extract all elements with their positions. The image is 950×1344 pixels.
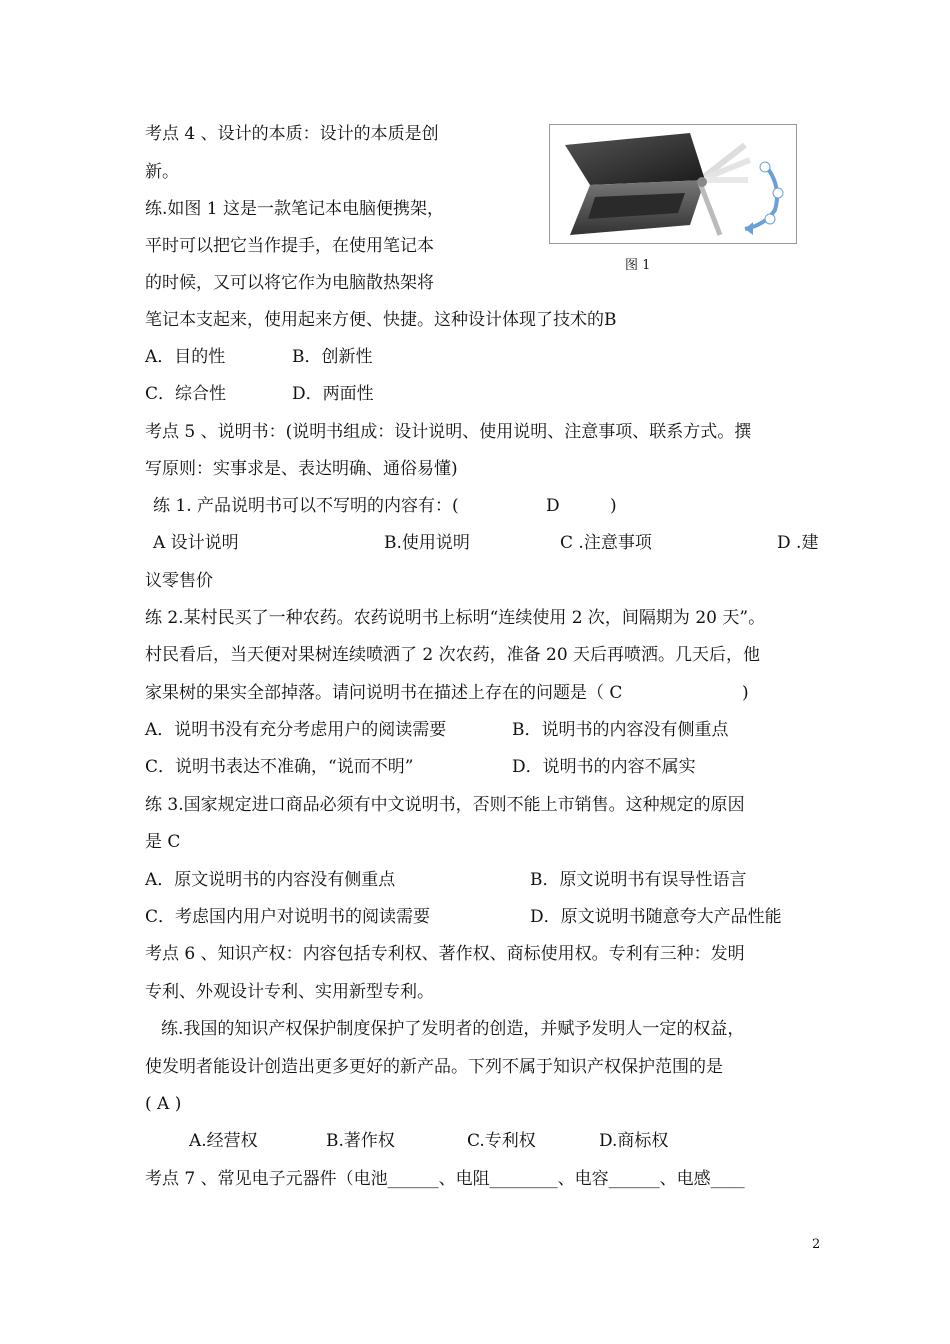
figure-caption: 图 1: [625, 258, 651, 273]
k5-q1: 练 1. 产品说明书可以不写明的内容有：(: [153, 496, 459, 516]
k5-q1-close: ): [610, 496, 617, 516]
k6-option-d: D.商标权: [599, 1131, 669, 1151]
k7-line1: 考点 7 、常见电子元器件（电池______、电阻________、电容______、电感____: [145, 1169, 745, 1189]
k6-line1: 考点 6 、知识产权：内容包括专利权、著作权、商标使用权。专利有三种：发明: [145, 944, 745, 964]
k5-q3-line2: 是 C: [145, 832, 181, 852]
k5-line2: 写原则：实事求是、表达明确、通俗易懂): [145, 459, 458, 479]
k6-option-c: C.专利权: [467, 1131, 536, 1151]
k4-option-d: D．两面性: [292, 384, 374, 404]
k5-q2-option-b: B．说明书的内容没有侧重点: [512, 720, 729, 740]
k5-q2-close: ): [742, 683, 749, 703]
k4-option-a: A．目的性: [145, 347, 226, 367]
k4-line2: 新。: [145, 162, 179, 182]
k6-question-line1: 练.我国的知识产权保护制度保护了发明者的创造，并赋予发明人一定的权益，: [161, 1019, 745, 1039]
k4-question-line1: 练.如图 1 这是一款笔记本电脑便携架，: [145, 199, 445, 219]
k4-question-line2: 平时可以把它当作提手，在使用笔记本: [145, 236, 434, 256]
k5-q2-option-d: D．说明书的内容不属实: [512, 757, 696, 777]
k5-q2-option-c: C．说明书表达不准确，“说而不明”: [145, 757, 414, 777]
k6-line2: 专利、外观设计专利、实用新型专利。: [145, 982, 434, 1002]
k6-option-b: B.著作权: [326, 1131, 395, 1151]
k5-q1-option-d: D .建: [777, 533, 819, 553]
k5-q3-option-b: B．原文说明书有误导性语言: [530, 870, 747, 890]
k5-q1-option-c: C .注意事项: [560, 533, 652, 553]
laptop-stand-illustration: [550, 125, 797, 244]
k4-option-c: C．综合性: [145, 384, 227, 404]
k4-option-b: B．创新性: [292, 347, 373, 367]
k5-q2-option-a: A．说明书没有充分考虑用户的阅读需要: [145, 720, 447, 740]
k6-question-line3: ( A ): [145, 1094, 182, 1114]
k5-q2-line1: 练 2.某村民买了一种农药。农药说明书上标明“连续使用 2 次，间隔期为 20 天”。: [145, 608, 766, 628]
k6-option-a: A.经营权: [189, 1131, 258, 1151]
k5-q3-option-c: C．考虑国内用户对说明书的阅读需要: [145, 907, 431, 927]
k5-q2-line3: 家果树的果实全部掉落。请问说明书在描述上存在的问题是（ C: [145, 683, 623, 703]
k5-q1-option-a: A 设计说明: [153, 533, 239, 553]
k5-q3-line1: 练 3.国家规定进口商品必须有中文说明书，否则不能上市销售。这种规定的原因: [145, 795, 745, 815]
page-number: 2: [812, 1237, 821, 1252]
k5-q1-option-b: B.使用说明: [384, 533, 470, 553]
k5-q3-option-d: D．原文说明书随意夸大产品性能: [530, 907, 782, 927]
figure-laptop-stand: [549, 124, 797, 244]
k5-q1-answer: D: [546, 496, 560, 516]
k4-question-line3: 的时候，又可以将它作为电脑散热架将: [145, 273, 434, 293]
k4-question-line4: 笔记本支起来，使用起来方便、快捷。这种设计体现了技术的B: [145, 310, 617, 330]
k5-q3-option-a: A．原文说明书的内容没有侧重点: [145, 870, 396, 890]
k5-q1-option-d-cont: 议零售价: [145, 571, 213, 591]
k5-q2-line2: 村民看后，当天便对果树连续喷洒了 2 次农药，准备 20 天后再喷洒。几天后，他: [145, 645, 761, 665]
k6-question-line2: 使发明者能设计创造出更多更好的新产品。下列不属于知识产权保护范围的是: [145, 1057, 723, 1077]
k4-line1: 考点 4 、设计的本质：设计的本质是创: [145, 124, 439, 144]
k5-line1: 考点 5 、说明书：(说明书组成：设计说明、使用说明、注意事项、联系方式。撰: [145, 422, 752, 442]
